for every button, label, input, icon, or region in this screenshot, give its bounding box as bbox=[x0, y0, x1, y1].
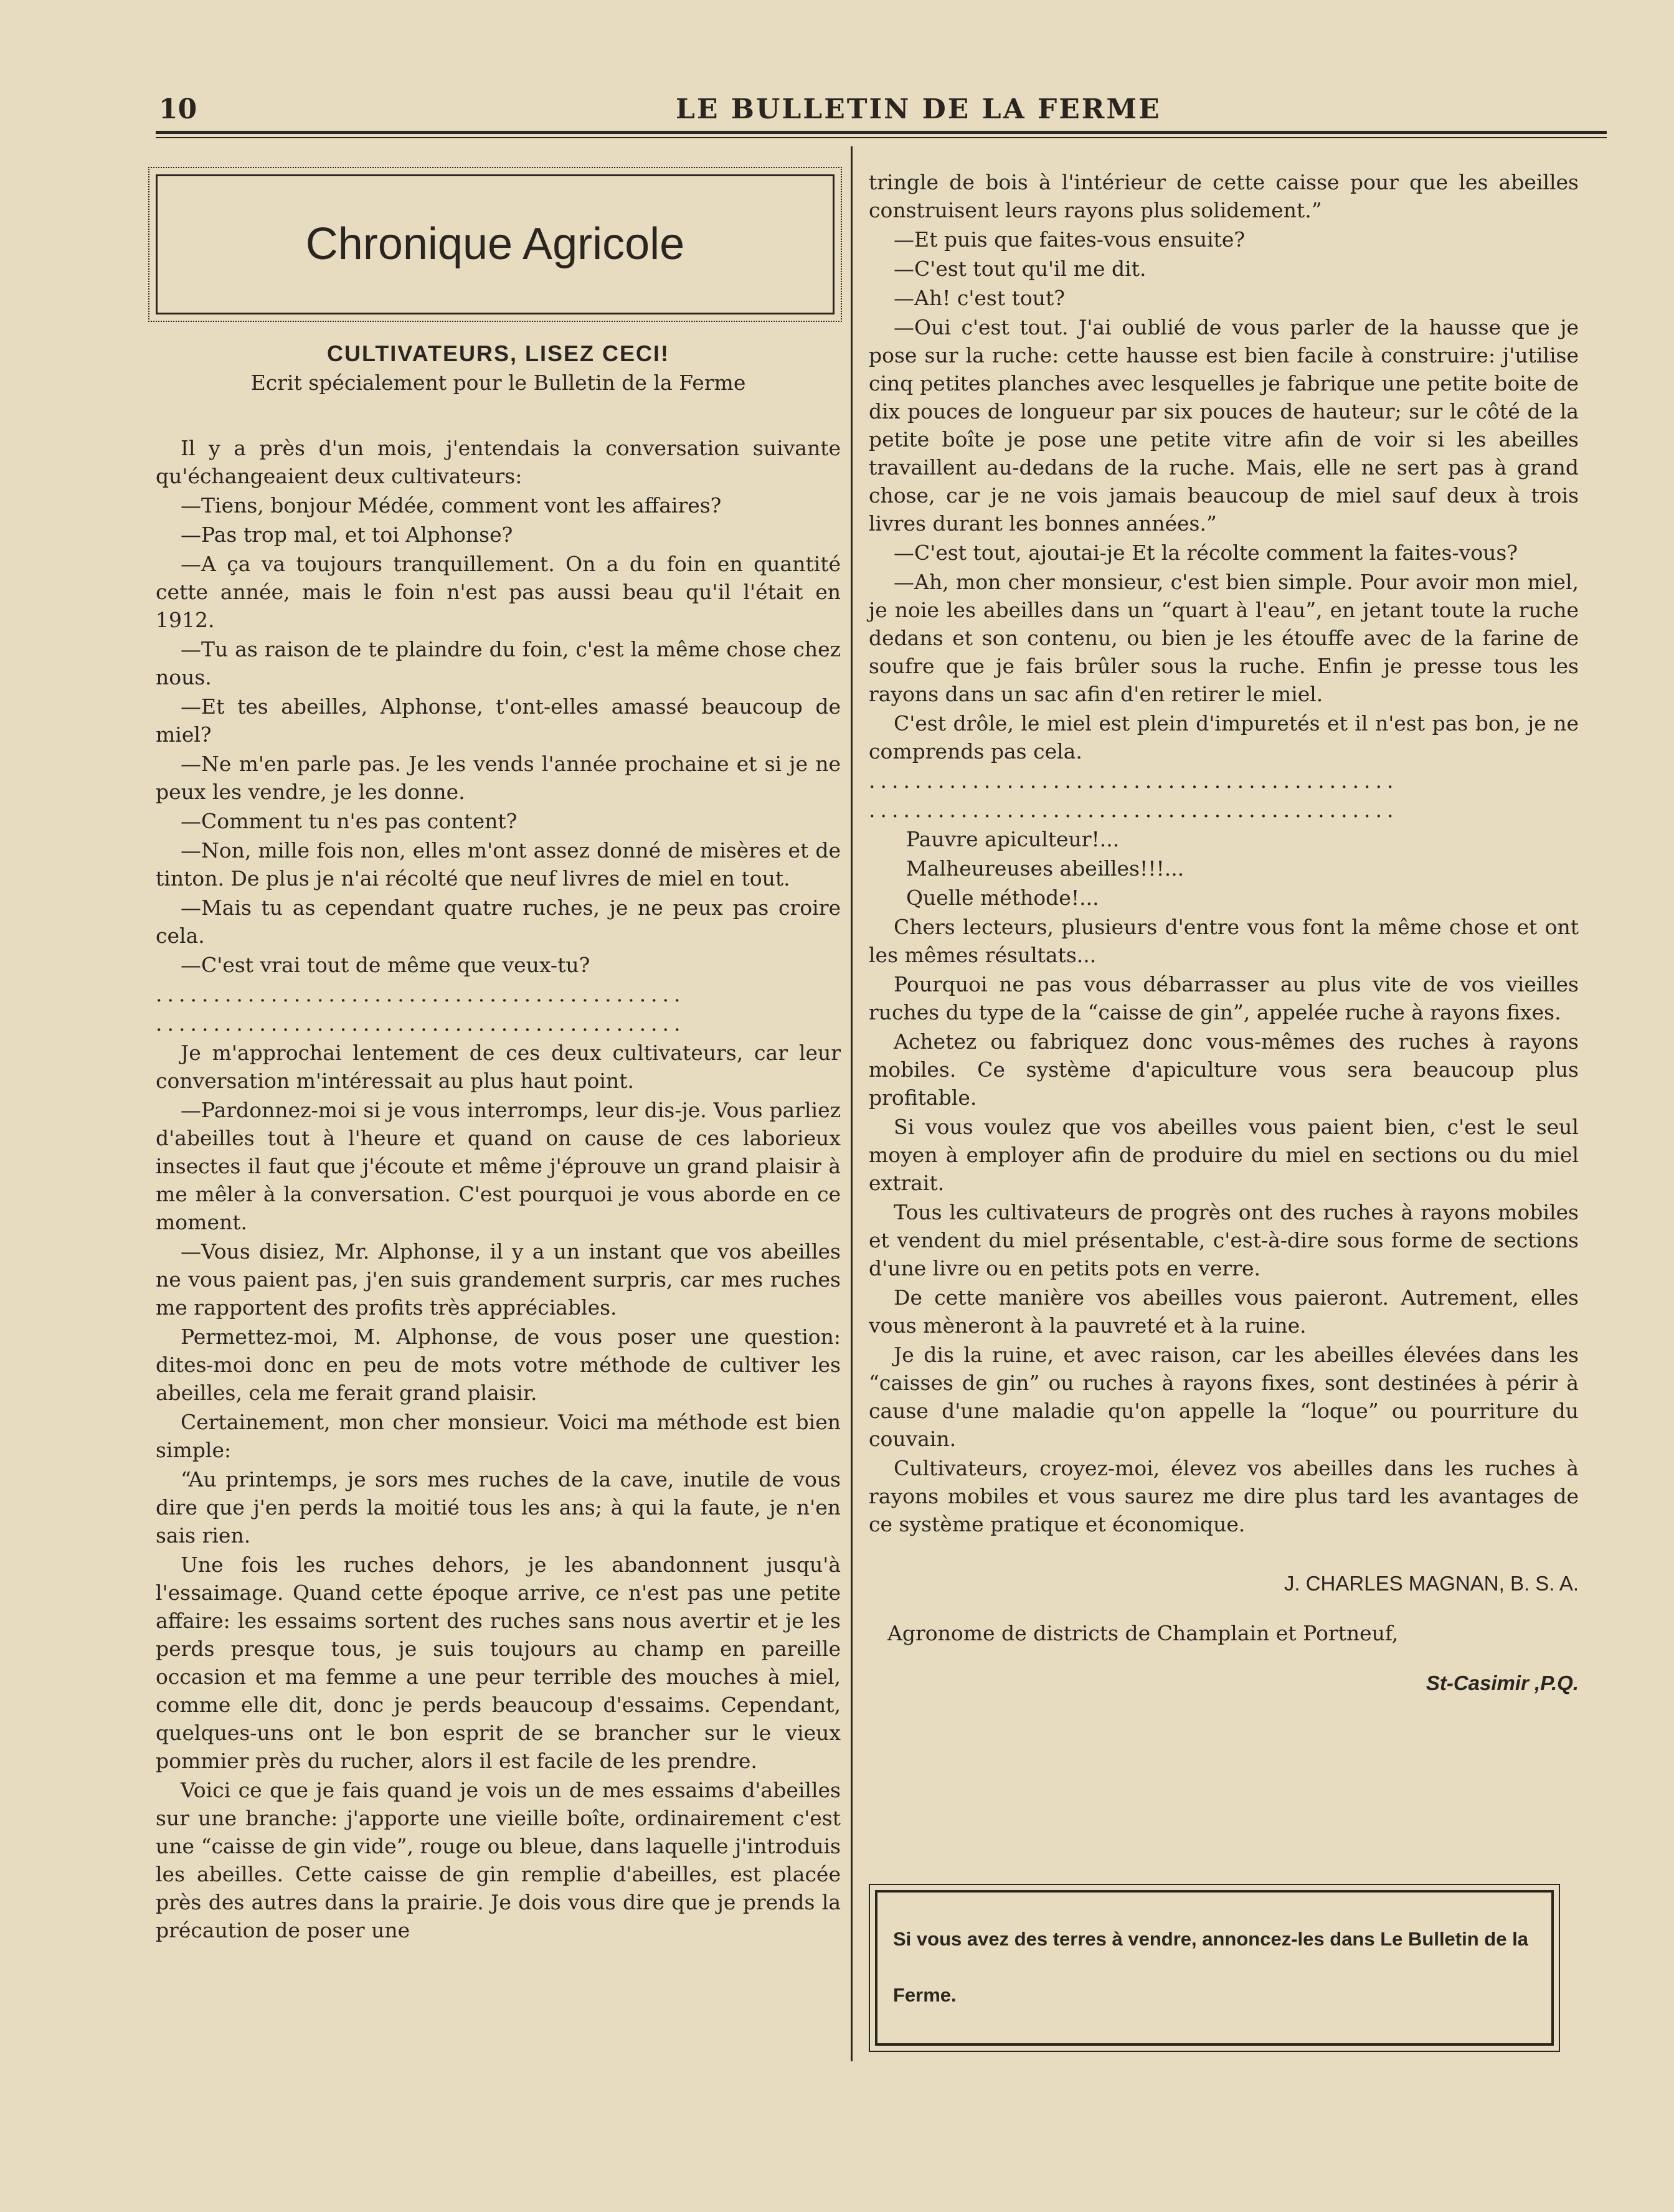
paragraph: Cultivateurs, croyez-moi, élevez vos abeilles dans les ruches à rayons mobiles et vous saurez me dire plus tard les avantages de ce système pratique et économique. bbox=[869, 1456, 1579, 1536]
paragraph: —C'est tout, ajoutai-je Et la récolte comment la faites-vous? bbox=[894, 541, 1518, 565]
column-divider bbox=[851, 146, 853, 2061]
paragraph: —Mais tu as cependant quatre ruches, je ne peux pas croire cela. bbox=[156, 896, 841, 948]
paragraph: Permettez-moi, M. Alphonse, de vous poser une question: dites-moi donc en peu de mots votre méthode de cultiver les abeilles, cela me ferait grand plaisir. bbox=[156, 1325, 841, 1405]
paragraph: Je dis la ruine, et avec raison, car les abeilles élevées dans les “caisses de gin” ou ruches à rayons fixes, sont destinées à périr à cause d'une maladie qu'on appelle la “loque” ou pourriture du couvain. bbox=[869, 1343, 1579, 1451]
right-paragraphs bbox=[869, 168, 1579, 765]
paragraph: Quelle méthode!... bbox=[906, 886, 1099, 910]
paragraph: De cette manière vos abeilles vous paieront. Autrement, elles vous mèneront à la pauvreté et à la ruine. bbox=[869, 1285, 1579, 1338]
paragraph: “Au printemps, je sors mes ruches de la cave, inutile de vous dire que j'en perds la moitié tous les ans; à qui la faute, je n'en sais rien. bbox=[156, 1467, 841, 1548]
paragraph: —Tiens, bonjour Médée, comment vont les affaires? bbox=[181, 493, 722, 518]
paragraph: Pauvre apiculteur!... bbox=[906, 827, 1120, 851]
paragraph: —Pardonnez-moi si je vous interromps, leur dis-je. Vous parliez d'abeilles tout à l'heure et quand on cause de ces laborieux insectes il faut que j'écoute et même j'éprouve un grand plaisir à me mêler à la conversation. C'est pourquoi je vous aborde en ce moment. bbox=[156, 1098, 841, 1234]
author-location: St-Casimir ,P.Q. bbox=[1426, 1671, 1579, 1694]
exclamations bbox=[869, 825, 1579, 912]
paragraph: —Comment tu n'es pas content? bbox=[181, 809, 518, 833]
section-title: Chronique Agricole bbox=[305, 219, 685, 269]
paragraph: Tous les cultivateurs de progrès ont des ruches à rayons mobiles et vendent du miel présentable, c'est-à-dire sous forme de sections d'une livre ou en petits pots en verre. bbox=[869, 1200, 1579, 1280]
dot-leader: .............................................. bbox=[156, 1011, 686, 1036]
dot-leader: .............................................. bbox=[869, 768, 1399, 793]
paragraph: Malheureuses abeilles!!!... bbox=[906, 856, 1185, 881]
article-byline: Ecrit spécialement pour le Bulletin de la Ferme bbox=[250, 371, 746, 395]
paragraph: Certainement, mon cher monsieur. Voici ma méthode est bien simple: bbox=[156, 1410, 841, 1462]
paragraph: —Ne m'en parle pas. Je les vends l'année prochaine et si je ne peux les vendre, je les donne. bbox=[156, 752, 841, 804]
advertisement-box: Si vous avez des terres à vendre, annoncez-les dans Le Bulletin de la Ferme. bbox=[875, 1890, 1554, 2046]
paragraph: —Et puis que faites-vous ensuite? bbox=[894, 227, 1246, 252]
left-column bbox=[156, 162, 841, 1945]
paragraph: —Ah, mon cher monsieur, c'est bien simple. Pour avoir mon miel, je noie les abeilles dans un “quart à l'eau”, en jetant toute la ruche dedans et son contenu, ou bien je les étouffe avec de la farine de soufre que je fais brûler sous la ruche. Enfin je presse tous les rayons dans un sac afin d'en retirer le miel. bbox=[869, 570, 1579, 706]
right-paragraphs-continued bbox=[869, 913, 1579, 1538]
paragraph: —Non, mille fois non, elles m'ont assez donné de misères et de tinton. De plus je n'ai récolté que neuf livres de miel en tout. bbox=[156, 838, 841, 891]
running-title: LE BULLETIN DE LA FERME bbox=[676, 93, 1161, 125]
paragraph: —Tu as raison de te plaindre du foin, c'est la même chose chez nous. bbox=[156, 637, 841, 689]
paragraph: Pourquoi ne pas vous débarrasser au plus vite de vos vieilles ruches du type de la “caisse de gin”, appelée ruche à rayons fixes. bbox=[869, 972, 1579, 1024]
paragraph: —Pas trop mal, et toi Alphonse? bbox=[181, 522, 513, 547]
right-column bbox=[869, 168, 1579, 1698]
author-name: J. CHARLES MAGNAN, B. S. A. bbox=[1284, 1572, 1579, 1595]
dot-leader: .............................................. bbox=[156, 982, 686, 1006]
paragraph: —Oui c'est tout. J'ai oublié de vous parler de la hausse que je pose sur la ruche: cette hausse est bien facile à construire: j'utilise cinq petites planches avec lesquelles je fabrique une petite boite de dix pouces de longueur par six pouces de hauteur; sur le côté de la petite boîte je pose une petite vitre afin de voir si les abeilles travaillent au-dedans de la ruche. Mais, elle ne sert pas à grand chose, car je ne vois jamais beaucoup de miel sauf deux à trois livres durant les bonnes années.” bbox=[869, 315, 1579, 536]
paragraph: Si vous voulez que vos abeilles vous paient bien, c'est le seul moyen à employer afin de produire du miel en sections ou du miel extrait. bbox=[869, 1115, 1579, 1195]
paragraph: —A ça va toujours tranquillement. On a du foin en quantité cette année, mais le foin n'est pas aussi beau qu'il l'était en 1912. bbox=[156, 552, 841, 632]
paragraph: Il y a près d'un mois, j'entendais la conversation suivante qu'échangeaient deux cultivateurs: bbox=[156, 436, 841, 488]
paragraph: C'est drôle, le miel est plein d'impuretés et il n'est pas bon, je ne comprends pas cela. bbox=[869, 711, 1579, 763]
paragraph: —Vous disiez, Mr. Alphonse, il y a un instant que vos abeilles ne vous paient pas, j'en suis grandement surpris, car mes ruches me rapportent des profits très appréciables. bbox=[156, 1239, 841, 1320]
paragraph: —Et tes abeilles, Alphonse, t'ont-elles amassé beaucoup de miel? bbox=[156, 694, 841, 747]
paragraph: Achetez ou fabriquez donc vous-mêmes des ruches à rayons mobiles. Ce système d'apiculture vous sera beaucoup plus profitable. bbox=[869, 1029, 1579, 1110]
paragraph: Je m'approchai lentement de ces deux cultivateurs, car leur conversation m'intéressait au plus haut point. bbox=[156, 1041, 841, 1093]
article-headline: CULTIVATEURS, LISEZ CECI! bbox=[327, 341, 669, 366]
section-title-box bbox=[156, 174, 835, 314]
paragraph: Chers lecteurs, plusieurs d'entre vous font la même chose et ont les mêmes résultats... bbox=[869, 915, 1579, 967]
left-paragraphs bbox=[156, 434, 841, 979]
paragraph: —C'est tout qu'il me dit. bbox=[894, 257, 1147, 281]
paragraph: —C'est vrai tout de même que veux-tu? bbox=[181, 953, 590, 977]
paragraph: —Ah! c'est tout? bbox=[894, 286, 1065, 310]
left-paragraphs-continued bbox=[156, 1039, 841, 1944]
page-number: 10 bbox=[159, 93, 197, 125]
author-role: Agronome de districts de Champlain et Portneuf, bbox=[887, 1621, 1399, 1645]
header-rule bbox=[156, 131, 1607, 134]
paragraph: Une fois les ruches dehors, je les abandonnent jusqu'à l'essaimage. Quand cette époque arrive, ce n'est pas une petite affaire: les essaims sortent des ruches sans nous avertir et je les perds presque tous, je suis toujours au champ en pareille occasion et ma femme a une peur terrible des mouches à miel, comme elle dit, donc je perds beaucoup d'essaims. Cependant, quelques-uns ont le bon esprit de se brancher sur le vieux pommier près du rucher, alors il est facile de les prendre. bbox=[156, 1553, 841, 1773]
paragraph: tringle de bois à l'intérieur de cette caisse pour que les abeilles construisent leurs rayons plus solidement.” bbox=[869, 170, 1579, 222]
paragraph: Voici ce que je fais quand je vois un de mes essaims d'abeilles sur une branche: j'apporte une vieille boîte, ordinairement c'est une “caisse de gin vide”, rouge ou bleue, dans laquelle j'introduis les abeilles. Cette caisse de gin remplie d'abeilles, est placée près des autres dans la prairie. Je dois vous dire que je prends la précaution de poser une bbox=[156, 1778, 841, 1942]
dot-leader: .............................................. bbox=[869, 798, 1399, 822]
header-rule-thin bbox=[156, 137, 1607, 138]
